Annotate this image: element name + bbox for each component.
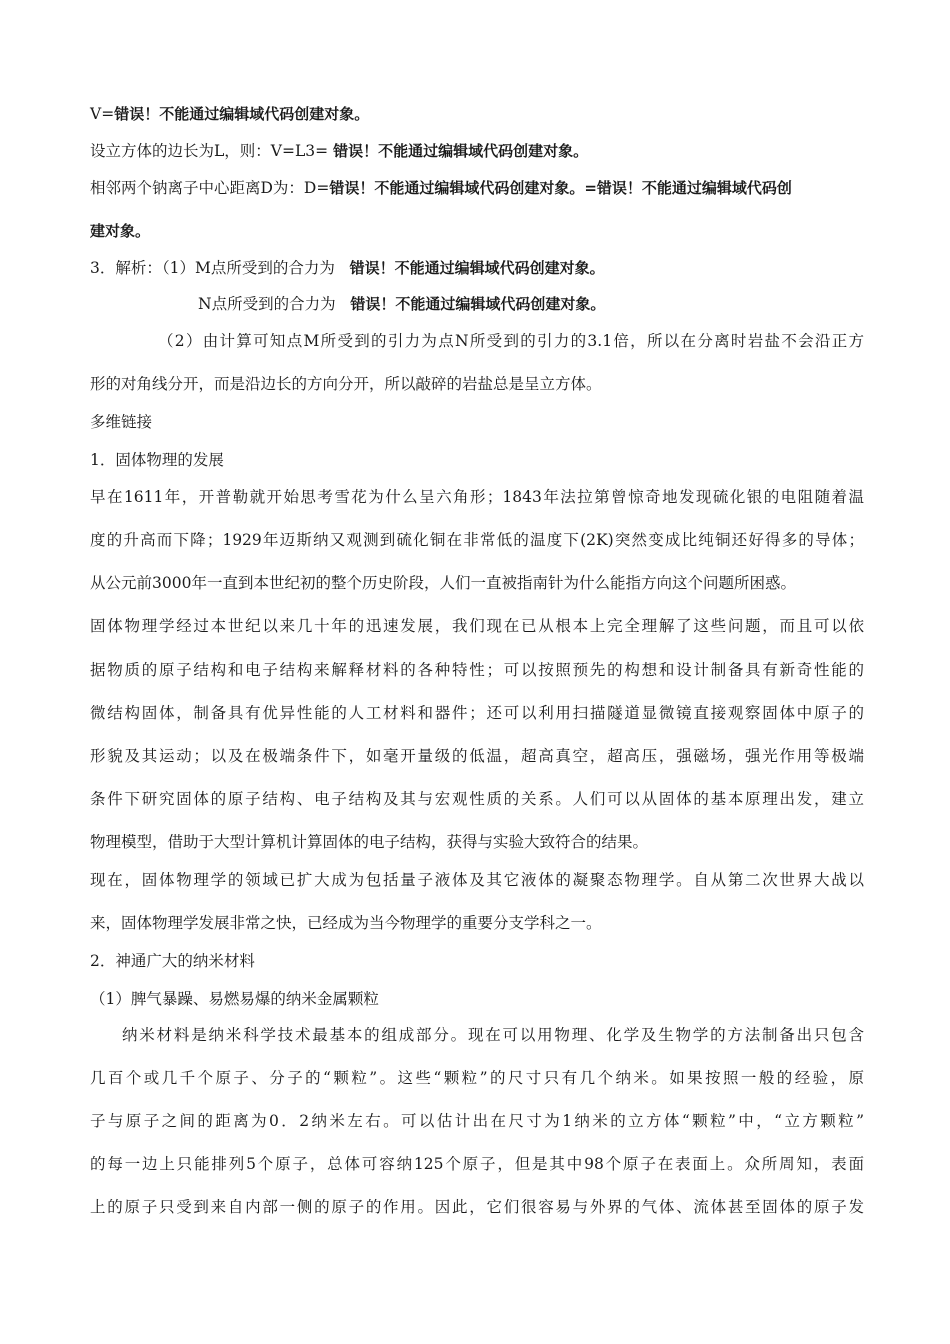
- formula-label: 设立方体的边长为L，则：V=L3=: [90, 142, 329, 160]
- paragraph-line: 的每一边上只能排列5个原子，总体可容纳125个原子，但是其中98个原子在表面上。众所周知，表面: [90, 1155, 864, 1173]
- error-message-start: =错误！不能通过编辑域代码创: [584, 179, 792, 197]
- error-message: 错误！不能通过编辑域代码创建对象。: [333, 142, 589, 160]
- paragraph-line: 物理模型，借助于大型计算机计算固体的电子结构，获得与实验大致符合的结果。: [90, 833, 649, 851]
- paragraph-line: 形貌及其运动；以及在极端条件下，如毫开量级的低温，超高真空，超高压，强磁场，强光作用等极端: [90, 747, 864, 765]
- paragraph-line: 条件下研究固体的原子结构、电子结构及其与宏观性质的关系。人们可以从固体的基本原理出发，建立: [90, 790, 864, 808]
- paragraph-line: 几百个或几千个原子、分子的“颗粒”。这些“颗粒”的尺寸只有几个纳米。如果按照一般的经验，原: [90, 1069, 864, 1087]
- error-message: 错误！不能通过编辑域代码创建对象。: [349, 259, 605, 277]
- paragraph-line: 上的原子只受到来自内部一侧的原子的作用。因此，它们很容易与外界的气体、流体甚至固体的原子发: [90, 1198, 864, 1216]
- paragraph-line: 来，固体物理学发展非常之快，已经成为当今物理学的重要分支学科之一。: [90, 914, 602, 932]
- error-message: 错误！不能通过编辑域代码创建对象。: [114, 105, 370, 123]
- paragraph-line: 度的升高而下降；1929年迈斯纳又观测到硫化铜在非常低的温度下(2K)突然变成比纯铜还好得多的导体；: [90, 531, 864, 549]
- answer-3-part2: （2）由计算可知点M所受到的引力为点N所受到的引力的3.1倍，所以在分离时岩盐不会沿正方: [158, 332, 864, 350]
- paragraph-line: 微结构固体，制备具有优异性能的人工材料和器件；还可以利用扫描隧道显微镜直接观察固体中原子的: [90, 704, 864, 722]
- subsection-heading: 2．神通广大的纳米材料: [90, 952, 255, 970]
- paragraph-line: 据物质的原子结构和电子结构来解释材料的各种特性；可以按照预先的构想和设计制备具有新奇性能的: [90, 661, 864, 679]
- formula-line-v: [90, 104, 369, 124]
- answer-3-part1-n: [198, 294, 605, 314]
- paragraph-line: 现在，固体物理学的领域已扩大成为包括量子液体及其它液体的凝聚态物理学。自从第二次世界大战以: [90, 871, 864, 889]
- answer-3-part1-m: [90, 258, 605, 278]
- error-message: 错误！不能通过编辑域代码创建对象。: [350, 295, 606, 313]
- formula-label: 相邻两个钠离子中心距离D为：D=: [90, 179, 330, 197]
- paragraph-line: 纳米材料是纳米科学技术最基本的组成部分。现在可以用物理、化学及生物学的方法制备出只包含: [122, 1026, 864, 1044]
- answer-label: 3．解析：（1）M点所受到的合力为: [90, 259, 335, 277]
- paragraph-line: 子与原子之间的距离为0．2纳米左右。可以估计出在尺寸为1纳米的立方体“颗粒”中，“立方颗粒”: [90, 1112, 864, 1130]
- error-message-end: 建对象。: [90, 222, 151, 240]
- answer-label: N点所受到的合力为: [198, 295, 336, 313]
- formula-line-cube: [90, 141, 588, 161]
- paragraph-line: 早在1611年，开普勒就开始思考雪花为什么呈六角形；1843年法拉第曾惊奇地发现硫化银的电阻随着温: [90, 488, 864, 506]
- formula-label: V=: [90, 105, 115, 123]
- paragraph-line: 形的对角线分开，而是沿边长的方向分开，所以敲碎的岩盐总是呈立方体。: [90, 375, 602, 393]
- paragraph-line: 固体物理学经过本世纪以来几十年的迅速发展，我们现在已从根本上完全理解了这些问题，而且可以依: [90, 617, 864, 635]
- sub-subsection-heading: （1）脾气暴躁、易燃易爆的纳米金属颗粒: [90, 990, 379, 1008]
- paragraph-line: 从公元前3000年一直到本世纪初的整个历史阶段，人们一直被指南针为什么能指方向这个问题所困惑。: [90, 574, 796, 592]
- error-message: 错误！不能通过编辑域代码创建对象。: [329, 179, 585, 197]
- subsection-heading: 1．固体物理的发展: [90, 451, 224, 469]
- formula-line-distance: [90, 178, 792, 198]
- section-heading: 多维链接: [90, 413, 153, 431]
